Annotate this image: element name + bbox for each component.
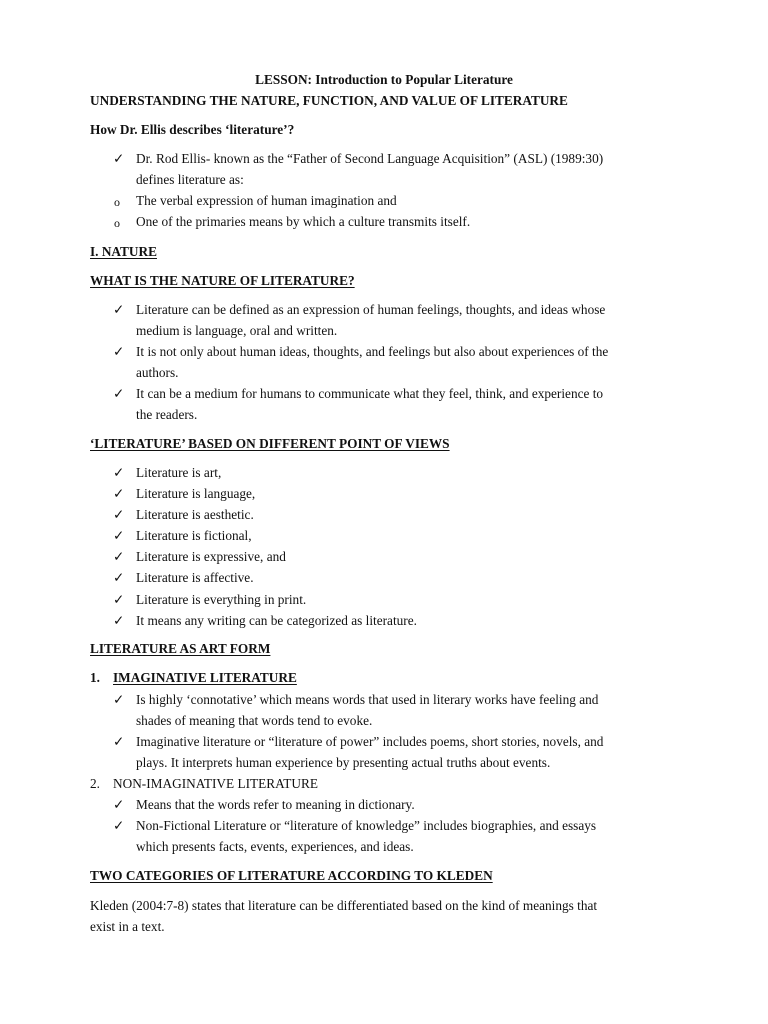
nature-item-1-line1: Literature can be defined as an expression of human feelings, thoughts, and ideas whose [136,302,606,317]
ellis-check-line2: defines literature as: [136,172,244,187]
checkmark-icon: ✓ [113,570,125,585]
kleden-paragraph-line2: exist in a text. [90,919,165,934]
checkmark-icon: ✓ [113,818,125,833]
circle-bullet-icon: o [114,195,120,209]
non-imaginative-item-2-line2: which presents facts, events, experiences, and ideas. [136,839,414,854]
views-item-4: Literature is fictional, [136,528,252,543]
views-item-8: It means any writing can be categorized as literature. [136,613,417,628]
checkmark-icon: ✓ [113,528,125,543]
views-heading: ‘LITERATURE’ BASED ON DIFFERENT POINT OF VIEWS [90,436,450,451]
nature-item-3-line1: It can be a medium for humans to communicate what they feel, think, and experience to [136,386,604,401]
checkmark-icon: ✓ [113,613,125,628]
non-imaginative-item-1: Means that the words refer to meaning in dictionary. [136,797,415,812]
nature-item-3-line2: the readers. [136,407,198,422]
views-item-2: Literature is language, [136,486,256,501]
checkmark-icon: ✓ [113,592,125,607]
checkmark-icon: ✓ [113,151,125,166]
checkmark-icon: ✓ [113,386,125,401]
ellis-sub1: The verbal expression of human imagination and [136,193,397,208]
nature-item-2-line2: authors. [136,365,179,380]
imaginative-item-1-line1: Is highly ‘connotative’ which means words that used in literary works have feeling and [136,692,599,707]
ellis-check-line1: Dr. Rod Ellis- known as the “Father of Second Language Acquisition” (ASL) (1989:30) [136,151,604,166]
lesson-title: LESSON: Introduction to Popular Literature [255,72,513,87]
ellis-heading: How Dr. Ellis describes ‘literature’? [90,122,295,137]
checkmark-icon: ✓ [113,486,125,501]
views-item-6: Literature is affective. [136,570,254,585]
lesson-subtitle: UNDERSTANDING THE NATURE, FUNCTION, AND VALUE OF LITERATURE [90,93,568,108]
art-form-heading: LITERATURE AS ART FORM [90,641,271,656]
checkmark-icon: ✓ [113,344,125,359]
checkmark-icon: ✓ [113,507,125,522]
nature-heading: I. NATURE [90,244,157,259]
imaginative-item-2-line1: Imaginative literature or “literature of power” includes poems, short stories, novels, and [136,734,604,749]
imaginative-heading: IMAGINATIVE LITERATURE [113,670,297,685]
kleden-heading: TWO CATEGORIES OF LITERATURE ACCORDING TO KLEDEN [90,868,493,883]
circle-bullet-icon: o [114,216,120,230]
checkmark-icon: ✓ [113,465,125,480]
ellis-sub2: One of the primaries means by which a culture transmits itself. [136,214,471,229]
checkmark-icon: ✓ [113,549,125,564]
list-number: 1. [90,670,100,685]
checkmark-icon: ✓ [113,797,125,812]
non-imaginative-item-2-line1: Non-Fictional Literature or “literature of knowledge” includes biographies, and essays [136,818,597,833]
checkmark-icon: ✓ [113,692,125,707]
views-item-5: Literature is expressive, and [136,549,286,564]
checkmark-icon: ✓ [113,302,125,317]
kleden-paragraph-line1: Kleden (2004:7-8) states that literature can be differentiated based on the kind of meanings that [90,898,598,913]
list-number: 2. [90,776,100,791]
checkmark-icon: ✓ [113,734,125,749]
non-imaginative-heading: NON-IMAGINATIVE LITERATURE [113,776,318,791]
nature-item-2-line1: It is not only about human ideas, thoughts, and feelings but also about experiences of the [136,344,609,359]
views-item-7: Literature is everything in print. [136,592,307,607]
imaginative-item-1-line2: shades of meaning that words tend to evoke. [136,713,373,728]
views-item-1: Literature is art, [136,465,222,480]
views-item-3: Literature is aesthetic. [136,507,254,522]
nature-question: WHAT IS THE NATURE OF LITERATURE? [90,273,355,288]
imaginative-item-2-line2: plays. It interprets human experience by presenting actual truths about events. [136,755,551,770]
nature-item-1-line2: medium is language, oral and written. [136,323,338,338]
